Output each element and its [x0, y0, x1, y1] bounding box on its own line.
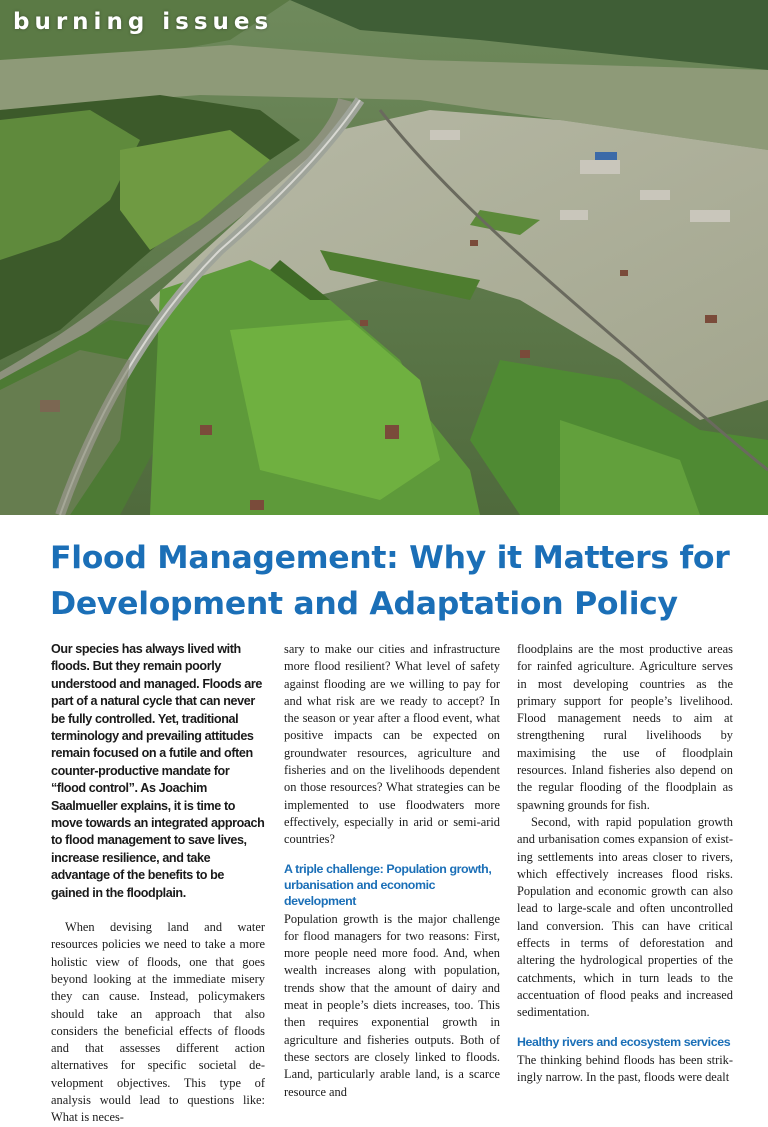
- body-paragraph: The thinking behind floods has been strikingly narrow. In the past, floods were dealt: [517, 1052, 733, 1084]
- body-paragraph: Population growth is the major challenge for flood managers for two reasons: First, more people need more food. And, when wealth increases along with population, trends show that the amount of dairy and meat in people’s diets increases, too. This then requires exponential growth in agriculture and fisheries outputs. Both of these sectors are closely linked to floods. Land, particularly arable land, is a scarce resource and: [284, 911, 500, 1099]
- column-1: [51, 641, 265, 1127]
- section-tag: burning issues: [13, 9, 274, 35]
- column-2: [284, 641, 500, 1101]
- column-3: [517, 641, 733, 1086]
- subheading-healthy-rivers: Healthy rivers and ecosystem services: [517, 1034, 731, 1049]
- hero-photo: [0, 0, 768, 515]
- body-paragraph: Second, with rapid population growth and urbanisation comes expansion of existing settlements into areas closer to rivers, which effectively increases flood risks. Population and economic growth can also lead to large-scale and often uncontrolled land conversion. This can have critical effects in terms of deforestation and altering the hydrological properties of the catchments, which in turn leads to the accentuation of flood peaks and increased sedimentation.: [517, 814, 733, 1020]
- lead-paragraph: Our species has always lived with floods. But they remain poorly understood and managed. Floods are part of a natural cycle that can never be fully controlled. Yet, traditional terminology and prevailing attitudes remain focused on a futile and often counter-productive mandate for “flood control”. As Joachim Saalmueller explains, it is time to move towards an integrated approach to flood management to save lives, increase resilience, and take advantage of the benefits to be gained in the floodplain.: [51, 642, 265, 900]
- article-title: Flood Management: Why it Matters for Development and Adaptation Policy: [50, 540, 730, 622]
- flooded-valley-photo: [0, 0, 768, 515]
- body-paragraph: floodplains are the most productive areas for rainfed agriculture. Agriculture serves in most developing countries as the primary support for people’s livelihood. Flood management needs to aim at strengthening rural livelihoods by maximising the use of floodplain resources. Inland fisheries also depend on the regular flooding of the floodplain as spawning grounds for fish.: [517, 642, 733, 812]
- body-paragraph: When devising land and water resources policies we need to take a more holistic view of floods, one that goes beyond looking at the immediate misery they can cause. Instead, policymakers should take an approach that also considers the beneficial effects of floods and that assesses different action alternatives for specific societal development objectives. This type of analysis would lead to questions like: What is neces-: [51, 920, 265, 1125]
- body-paragraph: sary to make our cities and infrastructure more flood resilient? What level of safety against flooding are we willing to pay for and what risk are we ready to accept? In the season or year after a flood event, what positive impacts can be expected on groundwater resources, agriculture and fisheries and on the livelihoods dependent on those resources? What strategies can be implemented to use floodwaters more effectively, especially in arid or semi-arid countries?: [284, 642, 500, 847]
- subheading-triple-challenge: A triple challenge: Population growth, urbanisation and economic development: [284, 861, 492, 908]
